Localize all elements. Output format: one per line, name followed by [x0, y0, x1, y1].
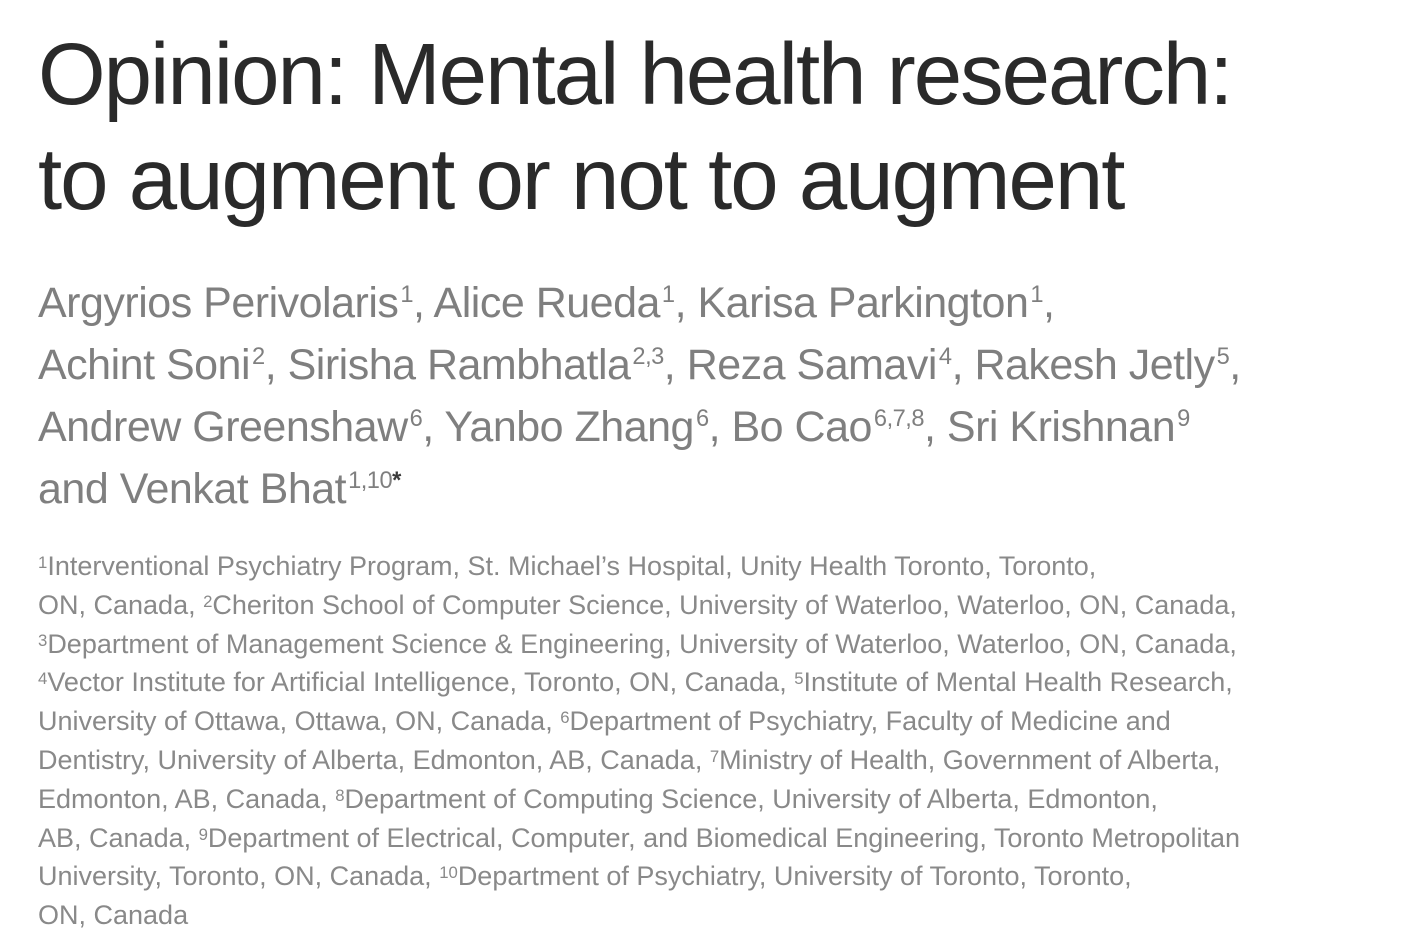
text-run: Ministry of Health, Government of Alberta, [719, 744, 1221, 775]
text-run: Dentistry, University of Alberta, Edmonton, AB, Canada, [38, 744, 710, 775]
affiliation-superscript: 2,3 [632, 344, 664, 371]
paper-title [38, 22, 1231, 232]
text-run: Department of Psychiatry, University of Toronto, Toronto, [457, 861, 1132, 892]
affiliation-superscript: 6,7,8 [873, 406, 925, 433]
text-run: ON, Canada, [38, 589, 204, 620]
text-run: , Sirisha Rambhatla [264, 341, 631, 389]
affiliation-superscript: 1 [1030, 282, 1044, 309]
text-run: Institute of Mental Health Research, [803, 667, 1233, 698]
affiliation-superscript: 6 [695, 406, 709, 433]
affiliation-superscript: 2 [203, 591, 213, 611]
affiliation-line [38, 857, 1240, 896]
text-run: , [1043, 279, 1055, 327]
author-list [38, 272, 1241, 520]
affiliation-superscript: 5 [1216, 344, 1230, 371]
affiliation-superscript: 9 [1177, 406, 1190, 433]
author-line [38, 396, 1241, 458]
affiliation-superscript: 8 [335, 785, 345, 805]
author-line [38, 272, 1241, 334]
affiliation-line [38, 586, 1240, 625]
affiliation-line [38, 547, 1240, 586]
affiliation-line [38, 819, 1240, 858]
affiliation-superscript: * [392, 468, 401, 495]
text-run: , Rakesh Jetly [951, 341, 1215, 389]
text-run: ON, Canada [38, 900, 189, 931]
affiliation-superscript: 7 [709, 746, 720, 766]
affiliation-superscript: 4 [38, 669, 48, 689]
affiliation-superscript: 1 [38, 552, 48, 572]
affiliation-list [38, 547, 1240, 935]
text-run: Department of Psychiatry, Faculty of Medicine and [569, 706, 1171, 737]
text-run: Andrew Greenshaw [38, 403, 408, 451]
text-run: and Venkat Bhat [38, 465, 347, 513]
text-run: , [1229, 341, 1241, 389]
author-line [38, 458, 1241, 520]
affiliation-superscript: 10 [439, 863, 458, 883]
text-run: Vector Institute for Artificial Intelligence, Toronto, ON, Canada, [47, 667, 795, 698]
affiliation-line [38, 625, 1240, 664]
text-run: University, Toronto, ON, Canada, [38, 861, 440, 892]
affiliation-superscript: 1 [400, 282, 414, 309]
affiliation-superscript: 3 [38, 630, 48, 650]
affiliation-superscript: 6 [409, 406, 423, 433]
paper-title-line-1: Opinion: Mental health research: [38, 26, 1232, 123]
affiliation-superscript: 1,10 [348, 468, 393, 495]
affiliation-superscript: 2 [252, 344, 265, 371]
text-run: , Karisa Parkington [674, 279, 1029, 327]
text-run: AB, Canada, [38, 822, 199, 853]
affiliation-superscript: 4 [938, 344, 952, 371]
affiliation-line [38, 663, 1240, 702]
affiliation-line [38, 741, 1240, 780]
affiliation-superscript: 6 [560, 708, 570, 728]
affiliation-line [38, 702, 1240, 741]
text-run: , Reza Samavi [663, 341, 937, 389]
text-run: , Alice Rueda [413, 279, 660, 327]
author-line [38, 334, 1241, 396]
text-run: Cheriton School of Computer Science, University of Waterloo, Waterloo, ON, Canada, [212, 589, 1237, 620]
affiliation-line [38, 896, 1240, 935]
text-run: , Yanbo Zhang [422, 403, 694, 451]
text-run: Achint Soni [38, 341, 251, 389]
text-run: , Sri Krishnan [924, 403, 1176, 451]
text-run: , Bo Cao [708, 403, 872, 451]
text-run: Department of Electrical, Computer, and Biomedical Engineering, Toronto Metropolitan [207, 822, 1240, 853]
text-run: Argyrios Perivolaris [38, 279, 399, 327]
affiliation-superscript: 1 [661, 282, 675, 309]
affiliation-superscript: 5 [794, 669, 804, 689]
text-run: University of Ottawa, Ottawa, ON, Canada, [38, 706, 561, 737]
affiliation-line [38, 780, 1240, 819]
text-run: Edmonton, AB, Canada, [38, 783, 336, 814]
text-run: Department of Management Science & Engineering, University of Waterloo, Waterloo, ON, Canada, [47, 628, 1237, 659]
text-run: Interventional Psychiatry Program, St. Michael’s Hospital, Unity Health Toronto, Toronto, [47, 551, 1097, 581]
paper-title-line-2: to augment or not to augment [38, 131, 1124, 228]
affiliation-superscript: 9 [198, 824, 208, 844]
text-run: Department of Computing Science, University of Alberta, Edmonton, [344, 783, 1158, 814]
